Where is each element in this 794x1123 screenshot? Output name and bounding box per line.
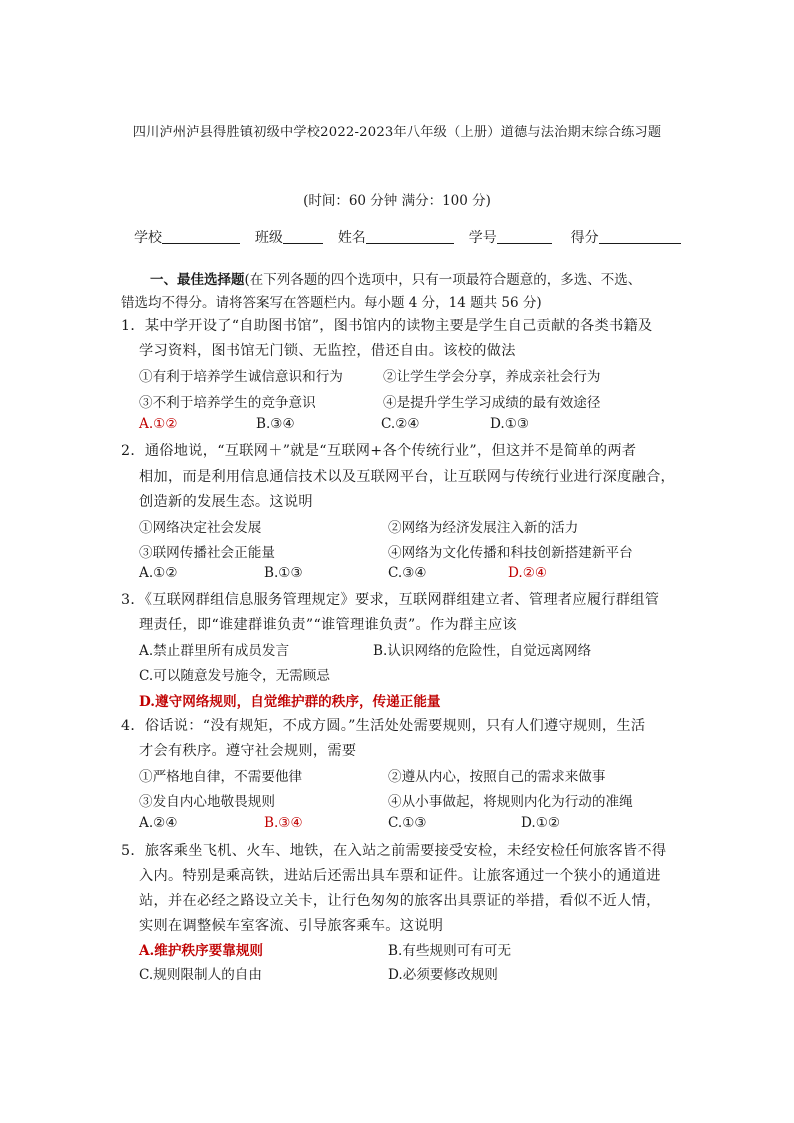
score-label: 得分 xyxy=(570,230,599,246)
class-label: 班级 xyxy=(254,230,283,246)
question-3-option-d: D.遵守网络规则，自觉维护群的秩序，传递正能量 xyxy=(139,694,441,710)
section-heading-line xyxy=(150,268,641,288)
question-5-stem-line-2: 入内。特别是乘高铁，进站后还需出具车票和证件。让旅客通过一个狭小的通道进 xyxy=(139,868,661,884)
question-2-option-a: A.①② xyxy=(139,565,178,581)
page-title: 四川泸州泸县得胜镇初级中学校2022-2023年八年级（上册）道德与法治期末综合练习题 xyxy=(132,125,662,140)
score-blank[interactable] xyxy=(599,229,681,244)
question-5-option-a: A.维护秩序要靠规则 xyxy=(139,943,264,959)
question-3-option-c: C.可以随意发号施令，无需顾忌 xyxy=(139,668,330,684)
question-2-item-3: ③联网传播社会正能量 xyxy=(139,545,275,561)
question-1-option-d: D.①③ xyxy=(490,416,530,432)
question-5-stem-line-4: 实则在调整候车室客流、引导旅客乘车。这说明 xyxy=(139,918,444,934)
question-1-option-c: C.②④ xyxy=(381,416,420,432)
question-2-option-b: B.①③ xyxy=(264,565,303,581)
question-2-option-c: C.③④ xyxy=(388,565,427,581)
question-3-option-a: A.禁止群里所有成员发言 xyxy=(139,643,290,659)
question-3-stem-line-1: 3．《互联网群组信息服务管理规定》要求，互联网群组建立者、管理者应履行群组管 xyxy=(121,592,660,608)
question-2-item-2: ②网络为经济发展注入新的活力 xyxy=(388,520,579,536)
question-4-item-4: ④从小事做起，将规则内化为行动的准绳 xyxy=(388,794,633,810)
question-4-item-3: ③发自内心地敬畏规则 xyxy=(139,794,275,810)
question-4-option-b: B.③④ xyxy=(264,815,303,831)
question-5-stem-line-1: 5．旅客乘坐飞机、火车、地铁，在入站之前需要接受安检，未经安检任何旅客皆不得 xyxy=(121,843,667,859)
student-id-blank[interactable] xyxy=(497,229,552,244)
question-4-option-a: A.②④ xyxy=(139,815,178,831)
section-title: 一、最佳选择题 xyxy=(150,272,245,288)
school-label: 学校 xyxy=(134,230,162,246)
question-5-stem-line-3: 站，并在必经之路设立关卡，让行色匆匆的旅客出具票证的举措，看似不近人情， xyxy=(139,893,661,909)
question-2-stem-line-2: 相加，而是利用信息通信技术以及互联网平台，让互联网与传统行业进行深度融合， xyxy=(139,469,676,485)
question-2-option-d: D.②④ xyxy=(508,565,548,581)
class-blank[interactable] xyxy=(283,229,323,244)
question-4-item-2: ②遵从内心，按照自己的需求来做事 xyxy=(388,769,606,785)
question-2-item-1: ①网络决定社会发展 xyxy=(139,520,262,536)
question-1-item-1: ①有利于培养学生诚信意识和行为 xyxy=(139,369,343,385)
question-4-stem-line-1: 4．俗话说：“没有规矩，不成方圆。”生活处处需要规则，只有人们遵守规则，生活 xyxy=(121,718,646,734)
question-1-option-b: B.③④ xyxy=(256,416,295,432)
question-2-stem-line-3: 创造新的发展生态。这说明 xyxy=(139,494,313,510)
question-4-option-c: C.①③ xyxy=(388,815,427,831)
section-instruction-1: (在下列各题的四个选项中，只有一项最符合题意的，多选、不选、 xyxy=(244,272,642,288)
section-instruction-2: 错选均不得分。请将答案写在答题栏内。每小题 4 分，14 题共 56 分) xyxy=(121,295,542,311)
question-1-item-3: ③不利于培养学生的竞争意识 xyxy=(139,395,316,411)
student-info-fields xyxy=(134,227,681,247)
question-2-stem-line-1: 2．通俗地说，“互联网＋”就是“互联网+各个传统行业”，但这并不是简单的两者 xyxy=(121,443,637,459)
question-4-option-d: D.①② xyxy=(521,815,561,831)
school-blank[interactable] xyxy=(162,229,240,244)
question-3-option-b: B.认识网络的危险性，自觉远离网络 xyxy=(373,643,592,659)
question-1-stem-line-2: 学习资料，图书馆无门锁、无监控，借还自由。该校的做法 xyxy=(139,343,516,359)
question-1-stem-line-1: 1．某中学开设了“自助图书馆”，图书馆内的读物主要是学生自己贡献的各类书籍及 xyxy=(121,318,653,334)
question-3-stem-line-2: 理责任，即“谁建群谁负责”“谁管理谁负责”。作为群主应该 xyxy=(139,617,517,633)
question-1-option-a: A.①② xyxy=(139,416,178,432)
name-label: 姓名 xyxy=(337,230,366,246)
time-info: (时间：60 分钟 满分：100 分) xyxy=(303,193,491,209)
question-5-option-b: B.有些规则可有可无 xyxy=(388,943,512,959)
question-2-item-4: ④网络为文化传播和科技创新搭建新平台 xyxy=(388,545,633,561)
question-4-item-1: ①严格地自律，不需要他律 xyxy=(139,769,303,785)
question-1-item-4: ④是提升学生学习成绩的最有效途径 xyxy=(383,395,601,411)
question-5-option-c: C.规则限制人的自由 xyxy=(139,967,262,983)
question-4-stem-line-2: 才会有秩序。遵守社会规则，需要 xyxy=(139,743,357,759)
question-1-item-2: ②让学生学会分享，养成亲社会行为 xyxy=(383,369,601,385)
name-blank[interactable] xyxy=(366,229,454,244)
question-5-option-d: D.必须要修改规则 xyxy=(388,967,498,983)
student-id-label: 学号 xyxy=(468,230,497,246)
